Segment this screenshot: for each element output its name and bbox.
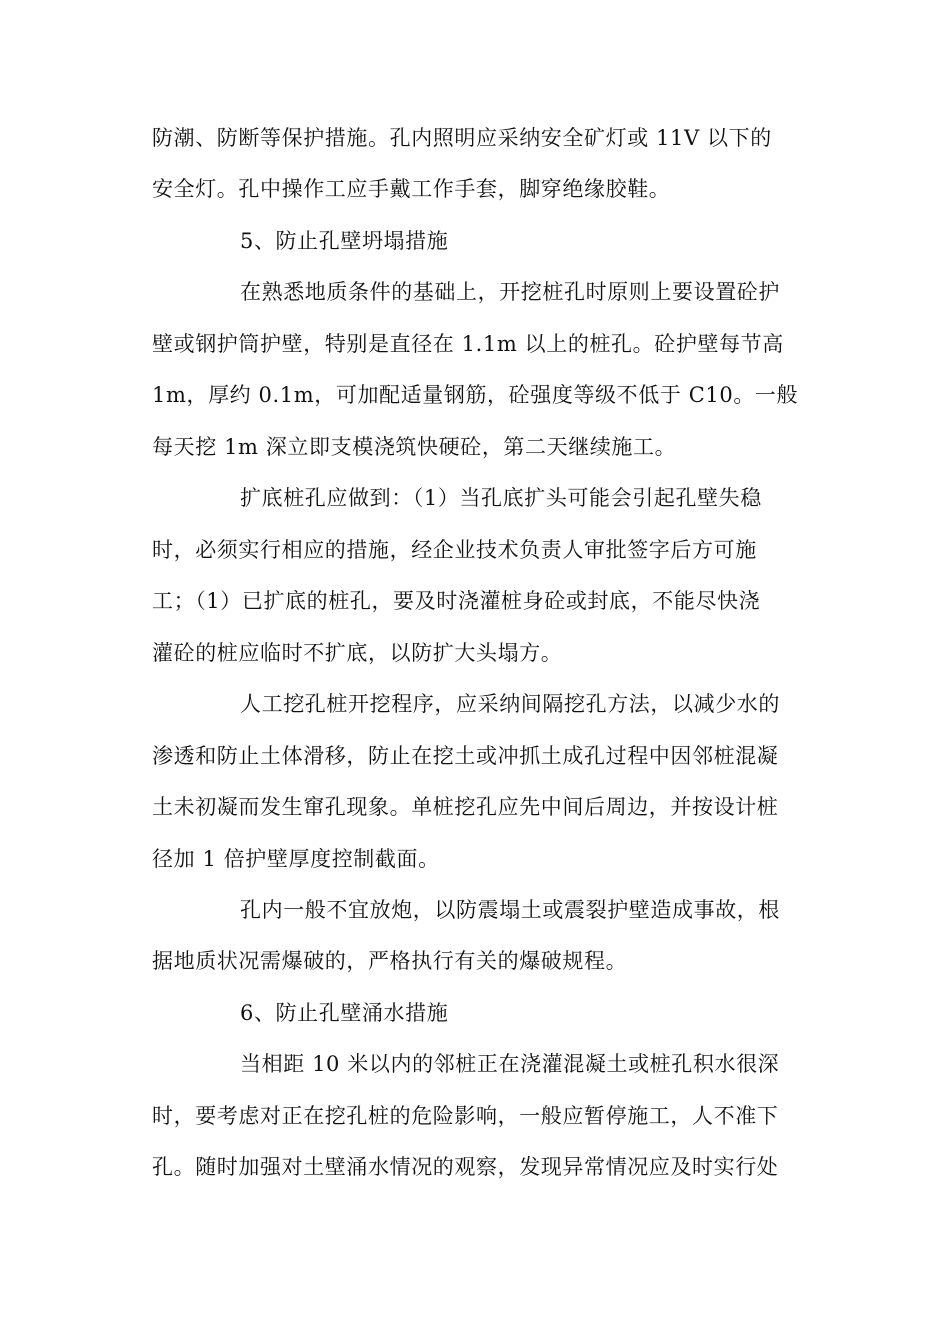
text-line: 渗透和防止土体滑移，防止在挖土或冲抓土成孔过程中因邻桩混凝 bbox=[152, 744, 779, 768]
text-line: 安全灯。孔中操作工应手戴工作手套，脚穿绝缘胶鞋。 bbox=[152, 177, 671, 201]
text-line: 孔内一般不宜放炮，以防震塌土或震裂护壁造成事故，根 bbox=[240, 898, 780, 922]
text-line: 灌砼的桩应临时不扩底，以防扩大头塌方。 bbox=[152, 641, 563, 665]
text-line: 人工挖孔桩开挖程序，应采纳间隔挖孔方法，以减少水的 bbox=[240, 692, 780, 716]
text-line: 径加 1 倍护壁厚度控制截面。 bbox=[152, 847, 440, 871]
text-line: 当相距 10 米以内的邻桩正在浇灌混凝土或桩孔积水很深 bbox=[240, 1052, 780, 1076]
text-line: 时，必须实行相应的措施，经企业技术负责人审批签字后方可施 bbox=[152, 538, 757, 562]
text-line: 在熟悉地质条件的基础上，开挖桩孔时原则上要设置砼护 bbox=[240, 280, 780, 304]
section-heading: 5、防止孔壁坍塌措施 bbox=[240, 229, 449, 253]
text-line: 壁或钢护筒护壁，特别是直径在 1.1m 以上的桩孔。砼护壁每节高 bbox=[152, 332, 784, 356]
text-line: 扩底桩孔应做到：（1）当孔底扩头可能会引起孔壁失稳 bbox=[240, 486, 762, 510]
text-line: 据地质状况需爆破的，严格执行有关的爆破规程。 bbox=[152, 949, 628, 973]
section-heading: 6、防止孔壁涌水措施 bbox=[240, 1001, 449, 1025]
text-line: 1m，厚约 0.1m，可加配适量钢筋，砼强度等级不低于 C10。一般 bbox=[152, 383, 799, 407]
text-line: 防潮、防断等保护措施。孔内照明应采纳安全矿灯或 11V 以下的 bbox=[152, 126, 772, 150]
text-line: 工；（1）已扩底的桩孔，要及时浇灌桩身砼或封底，不能尽快浇 bbox=[152, 589, 761, 613]
text-line: 每天挖 1m 深立即支模浇筑快硬砼，第二天继续施工。 bbox=[152, 435, 677, 459]
text-line: 时，要考虑对正在挖孔桩的危险影响，一般应暂停施工，人不准下 bbox=[152, 1104, 779, 1128]
text-line: 孔。随时加强对土壁涌水情况的观察，发现异常情况应及时实行处 bbox=[152, 1155, 779, 1179]
text-line: 土未初凝而发生窜孔现象。单桩挖孔应先中间后周边，并按设计桩 bbox=[152, 795, 779, 819]
